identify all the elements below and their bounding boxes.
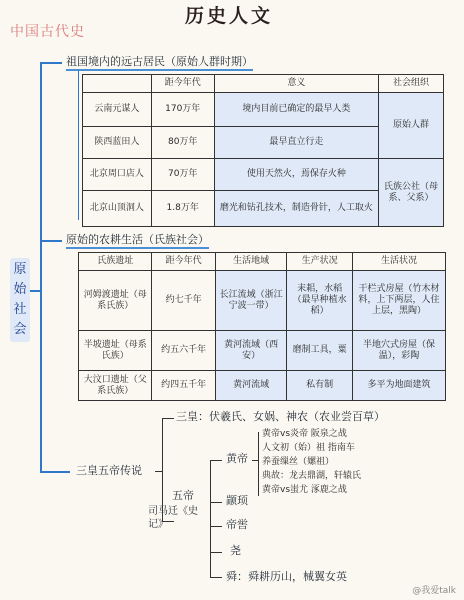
table-header: 意义 bbox=[214, 75, 378, 93]
section1-heading: 祖国境内的远古居民（原始人群时期） bbox=[66, 55, 253, 71]
table-header: 社会组织 bbox=[379, 75, 444, 93]
yao-label: 尧 bbox=[230, 544, 241, 557]
shun-text: 舜：舜耕历山，械翼女英 bbox=[226, 570, 347, 583]
page-title: 历史人文 bbox=[185, 5, 274, 27]
table-row: 河姆渡遗址（母系氏族） 约七千年 长江流域（浙江宁波一带） 耒耜，水稻（最早种植水稻） 干栏式房屋（竹木材料，上下两层，人住上层，黑陶） bbox=[79, 271, 446, 331]
sanhuang-text: 三皇：伏羲氏、女娲、神农（农业尝百草） bbox=[176, 410, 385, 423]
table-row: 北京周口店人 70万年 使用天然火，焉保存火种 氏族公社（母系、父系） bbox=[83, 159, 444, 191]
zhuanxu-label: 颛顼 bbox=[226, 494, 248, 507]
huangdi-note: 黄帝vs炎帝 阪泉之战 bbox=[262, 429, 347, 439]
branch-line-2 bbox=[40, 240, 62, 242]
spine-line bbox=[40, 62, 42, 472]
huangdi-note: 人文初（始）祖 指南车 bbox=[262, 443, 355, 453]
table-header: 生活地域 bbox=[215, 253, 286, 271]
vertical-label: 原 始 社 会 bbox=[10, 258, 30, 342]
section1-connector bbox=[78, 70, 79, 220]
table-row: 半坡遗址（母系氏族） 约五六千年 黄河流域（西安） 磨制工具，粟 半地穴式房屋（保温），彩陶 bbox=[79, 331, 446, 371]
wudi-bracket bbox=[210, 460, 211, 578]
huangdi-label: 黄帝 bbox=[226, 452, 248, 465]
table-header: 生产状况 bbox=[287, 253, 353, 271]
table-row: 北京山顶洞人 1.8万年 磨光和钻孔技术，制造骨针，人工取火 bbox=[83, 191, 444, 227]
huangdi-bracket bbox=[258, 432, 259, 496]
branch-line-3 bbox=[40, 471, 70, 473]
huangdi-note: 养蚕缫丝（嫘祖） bbox=[262, 457, 335, 467]
table-header: 生活状况 bbox=[353, 253, 446, 271]
huangdi-note: 黄帝vs蚩尤 涿鹿之战 bbox=[262, 485, 347, 495]
section2-heading: 原始的农耕生活（氏族社会） bbox=[66, 233, 209, 249]
huangdi-note: 典故：龙去鼎湖，轩辕氏 bbox=[262, 471, 362, 481]
source-text: 司马迁《史记》 bbox=[148, 506, 198, 530]
clan-sites-table bbox=[78, 252, 446, 401]
watermark: @我爱talk bbox=[412, 586, 456, 596]
table-row: 大汶口遗址（父系氏族） 约四五千年 黄河流域 私有制 多平为地面建筑 bbox=[79, 371, 446, 401]
table-header: 氏族遗址 bbox=[79, 253, 152, 271]
ancient-people-table bbox=[82, 74, 444, 227]
subject-tag: 中国古代史 bbox=[10, 24, 85, 40]
table-header bbox=[83, 75, 152, 93]
diku-label: 帝喾 bbox=[226, 518, 248, 531]
legends-label: 三皇五帝传说 bbox=[76, 464, 142, 477]
table-row: 陕西蓝田人 80万年 最早直立行走 bbox=[83, 127, 444, 159]
table-row: 云南元谋人 170万年 境内目前已确定的最早人类 原始人群 bbox=[83, 93, 444, 127]
table-header: 距今年代 bbox=[151, 75, 214, 93]
branch-line-1 bbox=[40, 62, 62, 64]
wudi-label: 五帝 bbox=[172, 489, 194, 502]
table-header: 距今年代 bbox=[152, 253, 215, 271]
